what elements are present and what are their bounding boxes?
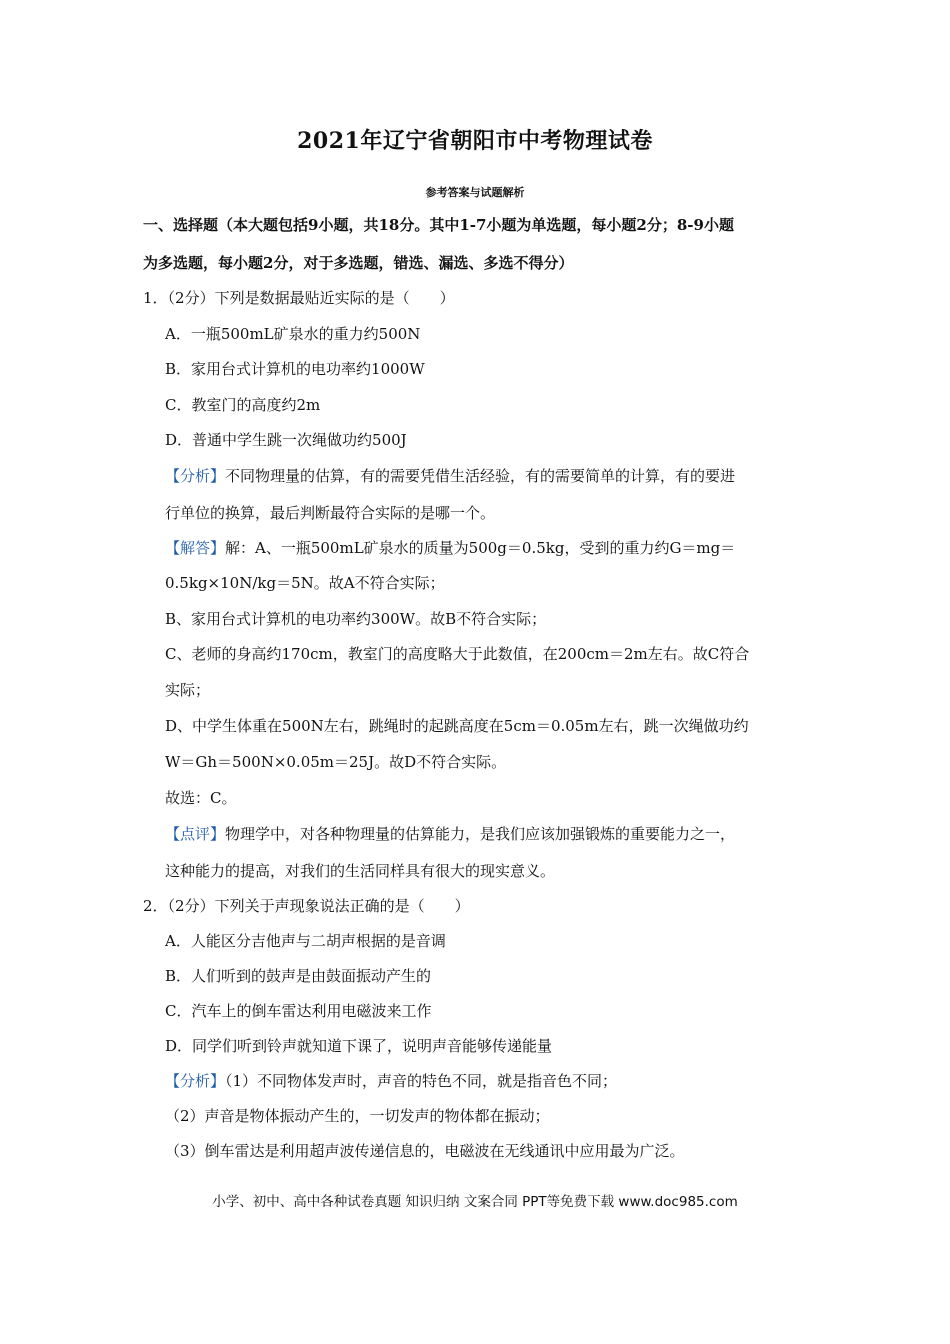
question-2-stem: 2．（2分）下列关于声现象说法正确的是（ ） xyxy=(143,897,470,915)
answer-tag: 【解答】 xyxy=(165,539,226,557)
analysis-tag: 【分析】 xyxy=(165,1072,226,1090)
analysis-text: 不同物理量的估算，有的需要凭借生活经验，有的需要简单的计算，有的要进 xyxy=(225,467,736,485)
analysis-tag: 【分析】 xyxy=(165,467,226,485)
question-1-analysis-line-1 xyxy=(165,466,735,486)
question-1-answer-line-8: 故选：C。 xyxy=(165,789,237,807)
question-1-option-d: D．普通中学生跳一次绳做功约500J xyxy=(165,431,407,449)
question-1-answer-line-7: W＝Gh＝500N×0.05m＝25J。故D不符合实际。 xyxy=(165,753,507,771)
question-2-option-c: C．汽车上的倒车雷达利用电磁波来工作 xyxy=(165,1002,432,1020)
question-1-analysis-line-2: 行单位的换算，最后判断最符合实际的是哪一个。 xyxy=(165,504,496,522)
analysis-text: （1）不同物体发声时，声音的特色不同，就是指音色不同； xyxy=(225,1072,618,1090)
footer-promo: 小学、初中、高中各种试卷真题 知识归纳 文案合同 PPT等免费下载 www.doc985.com xyxy=(212,1194,738,1210)
question-1-stem: 1．（2分）下列是数据最贴近实际的是（ ） xyxy=(143,289,455,307)
question-1-comment-line-1 xyxy=(165,824,735,844)
question-2-option-b: B．人们听到的鼓声是由鼓面振动产生的 xyxy=(165,967,432,985)
page-title: 2021年辽宁省朝阳市中考物理试卷 xyxy=(297,128,653,154)
question-1-option-c: C．教室门的高度约2m xyxy=(165,396,321,414)
page-subtitle: 参考答案与试题解析 xyxy=(425,186,525,199)
question-1-comment-line-2: 这种能力的提高，对我们的生活同样具有很大的现实意义。 xyxy=(165,862,556,880)
question-1-option-b: B．家用台式计算机的电功率约1000W xyxy=(165,360,425,378)
question-2-analysis-line-1 xyxy=(165,1071,617,1091)
question-1-answer-line-5: 实际； xyxy=(165,681,211,699)
question-1-answer-line-1 xyxy=(165,538,735,558)
question-1-answer-line-3: B、家用台式计算机的电功率约300W。故B不符合实际； xyxy=(165,610,547,628)
question-2-analysis-line-2: （2）声音是物体振动产生的，一切发声的物体都在振动； xyxy=(165,1107,550,1125)
question-1-option-a: A．一瓶500mL矿泉水的重力约500N xyxy=(165,325,421,343)
section-heading-line-1: 一、选择题（本大题包括9小题，共18分。其中1-7小题为单选题，每小题2分；8-9小题 xyxy=(143,216,734,234)
answer-text: 解：A、一瓶500mL矿泉水的质量为500g＝0.5kg，受到的重力约G＝mg＝ xyxy=(225,539,736,557)
question-1-answer-line-6: D、中学生体重在500N左右，跳绳时的起跳高度在5cm＝0.05m左右，跳一次绳做功约 xyxy=(165,717,749,735)
question-2-option-a: A．人能区分吉他声与二胡声根据的是音调 xyxy=(165,932,446,950)
question-1-answer-line-4: C、老师的身高约170cm，教室门的高度略大于此数值，在200cm＝2m左右。故C符合 xyxy=(165,645,750,663)
question-1-answer-line-2: 0.5kg×10N/kg＝5N。故A不符合实际； xyxy=(165,574,445,592)
question-2-option-d: D．同学们听到铃声就知道下课了，说明声音能够传递能量 xyxy=(165,1037,553,1055)
section-heading-line-2: 为多选题，每小题2分，对于多选题，错选、漏选、多选不得分） xyxy=(143,254,574,272)
comment-text: 物理学中，对各种物理量的估算能力，是我们应该加强锻炼的重要能力之一， xyxy=(225,825,736,843)
comment-tag: 【点评】 xyxy=(165,825,226,843)
question-2-analysis-line-3: （3）倒车雷达是利用超声波传递信息的，电磁波在无线通讯中应用最为广泛。 xyxy=(165,1142,685,1160)
